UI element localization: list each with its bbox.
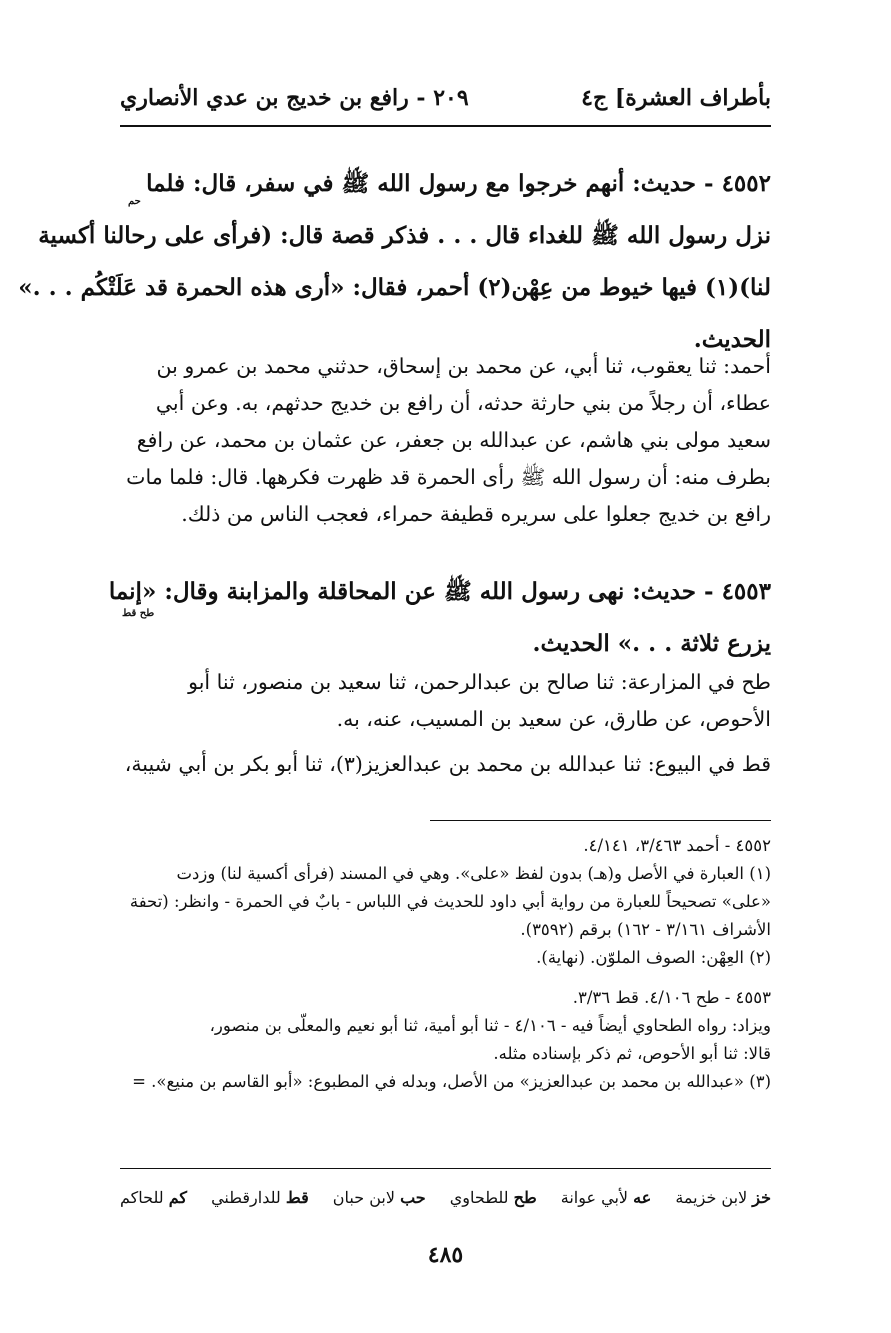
hadith-4552-line-3: لنا)(١) فيها خيوط من عِهْن(٢) أحمر، فقال: «أرى هذه الحمرة قد عَلَتْكُم . . .» — [18, 274, 771, 301]
footnotes — [120, 832, 771, 1096]
sigla-item — [675, 1188, 771, 1207]
sigla-item — [333, 1188, 426, 1207]
hadith-4552-line-4: الحديث. — [693, 326, 771, 353]
footnote-rule — [430, 820, 771, 821]
footnote-addition-line-1: ويزاد: رواه الطحاوي أيضاً فيه - ٤/١٠٦ - ثنا أبو أمية، ثنا أبو نعيم والمعلّى بن منصور، — [209, 1016, 771, 1035]
footnote-1-line-3: الأشراف ٣/١٦١ - ١٦٢) برقم (٣٥٩٢). — [520, 920, 771, 939]
sigla-rule — [120, 1168, 771, 1169]
source-4552 — [120, 348, 771, 533]
margin-sigil-4553: طح قط — [122, 608, 155, 619]
source-4553 — [120, 664, 771, 783]
sigla-name: للدارقطني — [211, 1187, 281, 1207]
margin-sigil-4552: حم — [128, 196, 141, 207]
footnote-1-line-2: «على» تصحيحاً للعبارة من رواية أبي داود للحديث في اللباس - بابٌ في الحمرة - وانظر: (تحفة — [129, 892, 771, 911]
sigla-name: لابن حبان — [332, 1187, 395, 1207]
source-4552-line-4: بطرف منه: أن رسول الله ﷺ رأى الحمرة قد ظهرت فكرهها. قال: فلما مات — [126, 465, 771, 489]
footnote-2: (٢) العِهْن: الصوف الملوّن. (نهاية). — [536, 948, 771, 967]
running-header — [120, 80, 771, 116]
sigla-legend — [120, 1182, 771, 1212]
hadith-4553-line-2: يزرع ثلاثة . . .» الحديث. — [532, 630, 771, 657]
hadith-4552-line-2: نزل رسول الله ﷺ للغداء قال . . . فذكر قصة قال: (فرأى على رحالنا أكسية — [38, 222, 771, 249]
sigla-name: للطحاوي — [449, 1187, 509, 1207]
footnote-3: (٣) «عبدالله بن محمد بن عبدالعزيز» من الأصل، وبدله في المطبوع: «أبو القاسم بن منيع». = — [132, 1072, 771, 1091]
sigla-name: لأبي عوانة — [560, 1187, 629, 1207]
header-chapter-title: ٢٠٩ - رافع بن خديج بن عدي الأنصاري — [120, 85, 469, 111]
source-4552-line-5: رافع بن خديج جعلوا على سريره قطيفة حمراء، فعجب الناس من ذلك. — [181, 502, 771, 526]
hadith-4553-line-1: ٤٥٥٣ - حديث: نهى رسول الله ﷺ عن المحاقلة والمزابنة وقال: «إنما — [108, 578, 771, 605]
sigla-code: خز — [752, 1187, 771, 1207]
footnote-addition-line-2: قالا: ثنا أبو الأحوص، ثم ذكر بإسناده مثله. — [493, 1044, 771, 1063]
header-book-title: بأطراف العشرة] ج٤ — [581, 85, 771, 111]
sigla-item — [450, 1188, 537, 1207]
sigla-item — [120, 1188, 187, 1207]
source-4553-line-1: طح في المزارعة: ثنا صالح بن عبدالرحمن، ثنا سعيد بن منصور، ثنا أبو — [188, 670, 771, 694]
sigla-code: طح — [513, 1187, 537, 1207]
hadith-4552 — [18, 158, 771, 366]
page-number: ٤٨٥ — [427, 1242, 464, 1268]
sigla-name: لابن خزيمة — [675, 1187, 748, 1207]
sigla-item — [561, 1188, 652, 1207]
sigla-item — [211, 1188, 309, 1207]
header-rule — [120, 125, 771, 127]
source-4552-line-1: أحمد: ثنا يعقوب، ثنا أبي، عن محمد بن إسحاق، حدثني محمد بن عمرو بن — [156, 354, 771, 378]
source-4552-line-2: عطاء، أن رجلاً من بني حارثة حدثه، أن رافع بن خديج حدثهم، به. وعن أبي — [155, 391, 771, 415]
source-4552-line-3: سعيد مولى بني هاشم، عن عبدالله بن جعفر، عن عثمان بن محمد، عن رافع — [136, 428, 771, 452]
sigla-code: حب — [400, 1187, 426, 1207]
footnote-ref-4553: ٤٥٥٣ - طح ٤/١٠٦. قط ٣/٣٦. — [572, 988, 771, 1007]
sigla-code: عه — [633, 1187, 652, 1207]
hadith-4553 — [108, 566, 771, 670]
sigla-name: للحاكم — [120, 1187, 164, 1207]
footnote-1-line-1: (١) العبارة في الأصل و(هـ) بدون لفظ «على». وهي في المسند (فرأى أكسية لنا) وزدت — [176, 864, 771, 883]
footnote-ref-4552: ٤٥٥٢ - أحمد ٣/٤٦٣، ٤/١٤١. — [583, 836, 771, 855]
sigla-code: قط — [285, 1187, 309, 1207]
hadith-4552-line-1: ٤٥٥٢ - حديث: أنهم خرجوا مع رسول الله ﷺ في سفر، قال: فلما — [146, 170, 771, 197]
source-4553-line-2: الأحوص، عن طارق، عن سعيد بن المسيب، عنه، به. — [336, 707, 771, 731]
source-4553-line-3: قط في البيوع: ثنا عبدالله بن محمد بن عبدالعزيز(٣)، ثنا أبو بكر بن أبي شيبة، — [124, 752, 771, 776]
sigla-code: كم — [168, 1187, 188, 1207]
